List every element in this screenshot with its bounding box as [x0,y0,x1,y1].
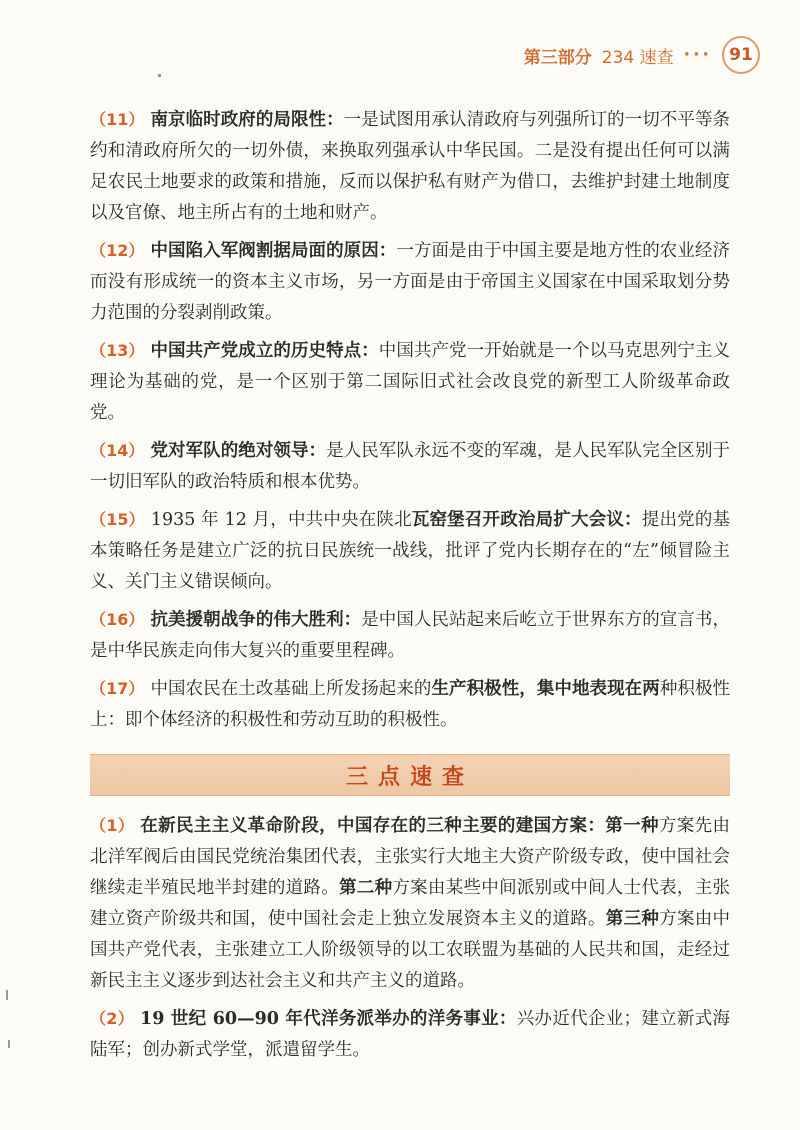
list-item [90,504,730,598]
list-item [90,604,730,667]
item-heading: 瓦窑堡召开政治局扩大会议： [411,510,642,530]
item-text: 方案由中国共产党代表，主张建立工人阶级领导的以工农联盟为基础的人民共和国，走经过新民主主义逐步到达社会主义和共产主义的道路。 [90,909,731,991]
header-dots: ··· [683,45,712,65]
item-text: 一是试图用承认清政府与列强所订的一切不平等条约和清政府所欠的一切外债，来换取列强承认中华民国。二是没有提出任何可以满足农民土地要求的政策和措施，反而以保护私有财产为借口，去维护封建土地制度以及官僚、地主所占有的土地和财产。 [90,110,731,223]
item-number: （15） [90,510,145,529]
item-number: （2） [90,1009,135,1028]
list-item [90,810,730,997]
item-text: 提出党的基本策略任务是建立广泛的抗日民族统一战线，批评了党内长期存在的“左”倾冒险主义、关门主义错误倾向。 [90,510,731,592]
item-text: 是人民军队永远不变的军魂，是人民军队完全区别于一切旧军队的政治特质和根本优势。 [90,441,731,492]
list-item [90,1003,730,1066]
list-item [90,673,730,736]
page-header [524,36,760,74]
item-text: 1935 年 12 月，中共中央在陕北 [150,510,412,530]
item-number: （14） [90,441,145,460]
item-text: 方案先由北洋军阀后由国民党统治集团代表，主张实行大地主大资产阶级专政，使中国社会继续走半殖民地半封建的道路。 [90,816,731,898]
item-text: 方案由某些中间派别或中间人士代表，主张建立资产阶级共和国，使中国社会走上独立发展资本主义的道路。 [90,878,731,929]
item-text: 中国共产党一开始就是一个以马克思列宁主义理论为基础的党，是一个区别于第二国际旧式社会改良党的新型工人阶级革命政党。 [90,341,730,423]
section-title: 三点速查 [345,764,474,790]
item-number: （13） [90,341,145,360]
item-heading: 第三种 [605,909,660,929]
item-heading: 中国共产党成立的历史特点： [150,341,379,361]
part-label: 第三部分 [523,47,592,68]
item-number: （12） [90,241,145,260]
list-item [90,235,730,329]
item-number: （1） [90,816,135,835]
scan-mark [8,1040,10,1048]
item-number: （17） [90,679,145,698]
item-text: 一方面是由于中国主要是地方性的农业经济而没有形成统一的资本主义市场，另一方面是由于帝国主义国家在中国采取划分势力范围的分裂剥削政策。 [90,241,730,323]
item-heading: 中国陷入军阀割据局面的原因： [150,241,397,261]
scan-mark [158,74,161,77]
page-content [90,104,730,1072]
item-heading: 19 世纪 60—90 年代洋务派举办的洋务事业： [140,1009,517,1029]
item-number: （11） [90,110,145,129]
scan-mark [6,990,8,1000]
item-text: 中国农民在土改基础上所发扬起来的 [150,679,432,699]
item-heading: 生产积极性，集中地表现在两 [431,679,660,699]
item-number: （16） [90,610,145,629]
item-text: 兴办近代企业；建立新式海陆军；创办新式学堂，派遣留学生。 [90,1009,731,1060]
list-item [90,104,730,229]
list-item [90,435,730,498]
item-heading: 南京临时政府的局限性： [150,110,344,130]
item-heading: 在新民主主义革命阶段，中国存在的三种主要的建国方案：第一种 [140,816,659,836]
item-heading: 抗美援朝战争的伟大胜利： [150,610,362,630]
page-number: 91 [722,36,760,74]
item-text: 是中国人民站起来后屹立于世界东方的宣言书，是中华民族走向伟大复兴的重要里程碑。 [90,610,731,661]
list-item [90,335,730,429]
item-heading: 第二种 [339,878,393,898]
section-banner [90,754,730,796]
series-label: 234 速查 [601,47,674,68]
item-heading: 党对军队的绝对领导： [150,441,327,461]
item-text: 种积极性上：即个体经济的积极性和劳动互助的积极性。 [90,679,731,730]
